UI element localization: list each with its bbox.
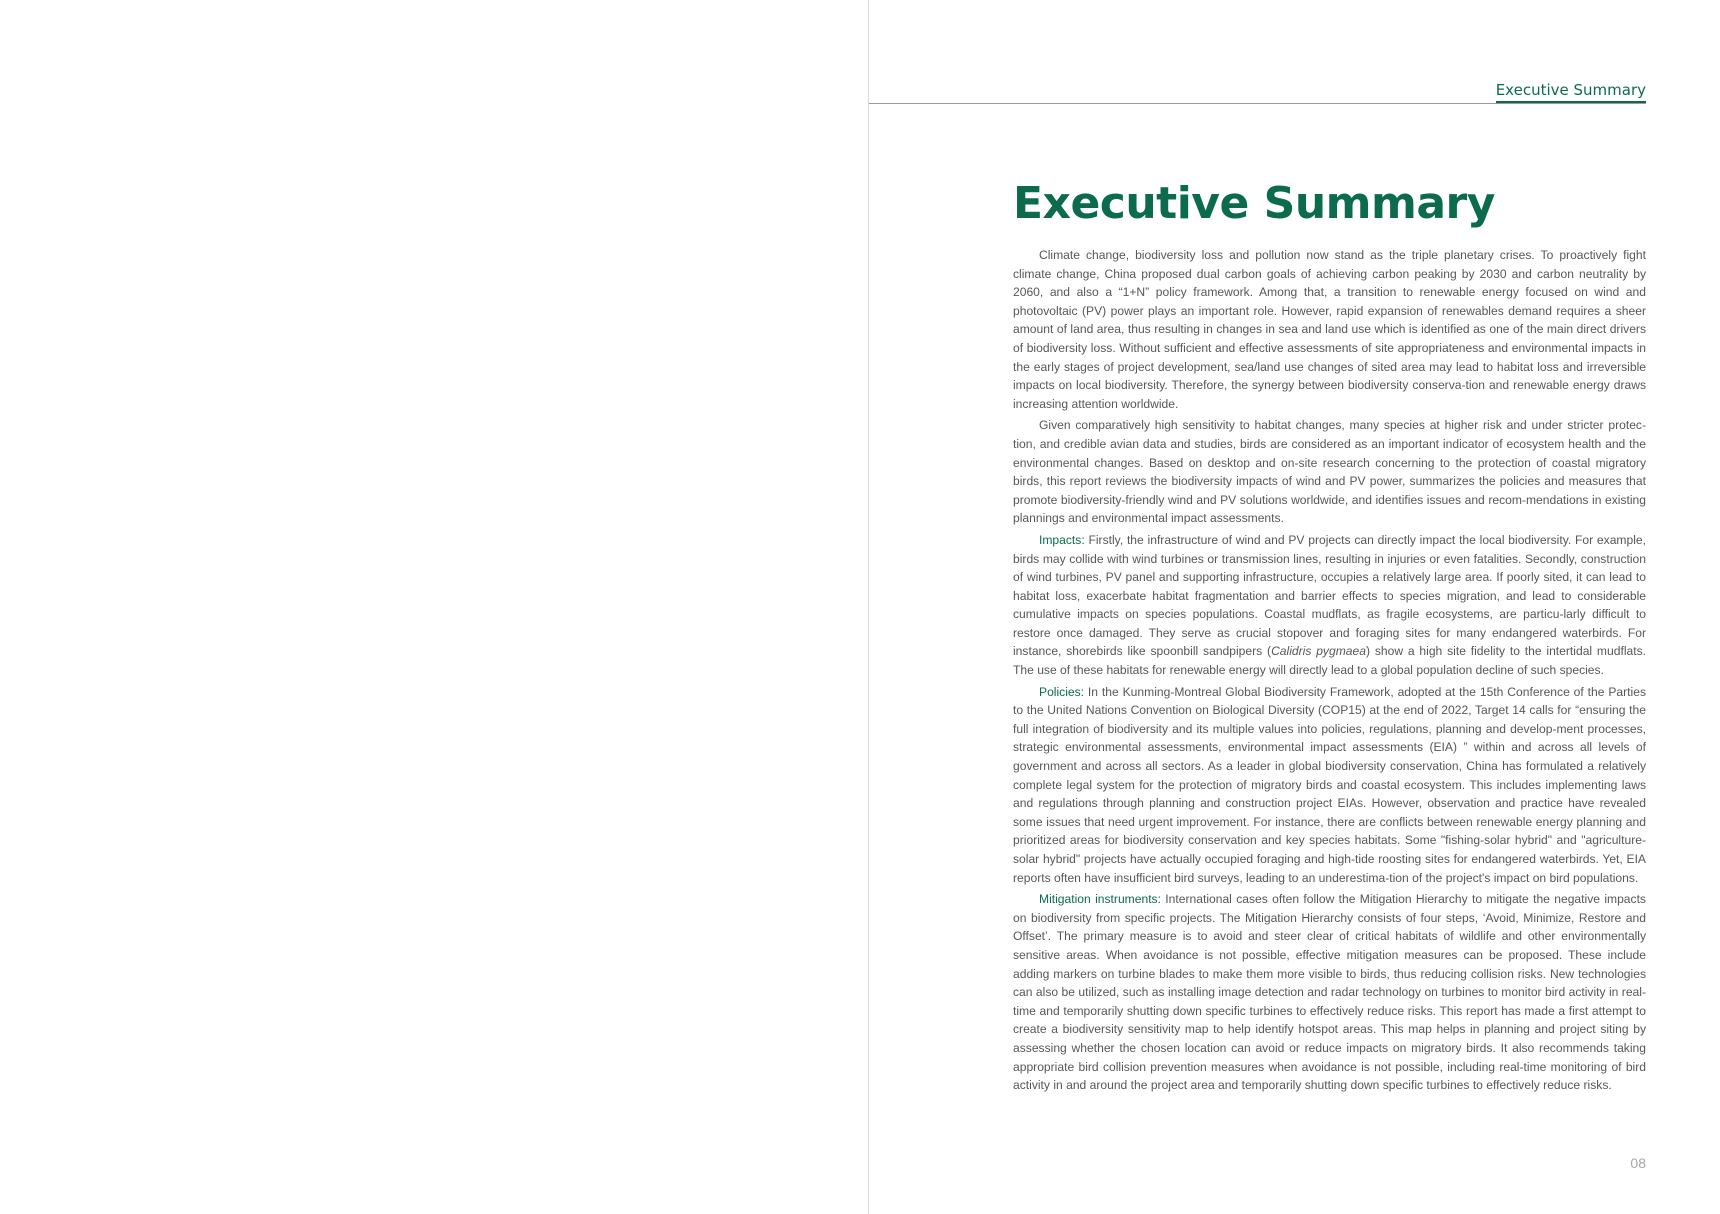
mitigation-text: International cases often follow the Mitigation Hierarchy to mitigate the negative impacts on biodiversity from specific projects. The Mitigation Hierarchy consists of four steps, ‘Avoid, Minimize, Restore and Offset’. The primary measure is to avoid and steer clear of critical habitats of wildlife and other environmentally sensitive areas. When avoidance is not possible, effective mitigation measures can be proposed. These include adding markers on turbine blades to make them more visible to birds, thus reducing collision risks. New technologies can also be utilized, such as installing image detection and radar technology on turbines to monitor bird activity in real-time and temporarily shutting down specific turbines to effectively reduce risks. This report has made a first attempt to create a biodiversity sensitivity map to help identify hotspot areas. This map helps in planning and project siting by assessing whether the chosen location can avoid or reduce impacts on migratory birds. It also recommends taking appropriate bird collision prevention measures when avoidance is not possible, including real-time monitoring of bird activity in and around the project area and temporarily shutting down specific turbines to effectively reduce risks. bbox=[1013, 892, 1646, 1093]
running-header bbox=[869, 80, 1646, 104]
paragraph-mitigation bbox=[1013, 890, 1646, 1095]
page-content bbox=[1013, 176, 1646, 1098]
paragraph-birds-indicator: Given comparatively high sensitivity to habitat changes, many species at higher risk and under stricter protec-tion, and credible avian data and studies, birds are considered as an important indicator of ecosystem health and the environmental changes. Based on desktop and on-site research concerning to the protection of coastal migratory birds, this report reviews the biodiversity impacts of wind and PV power, summarizes the policies and measures that promote biodiversity-friendly wind and PV solutions worldwide, and identifies issues and recom-mendations in existing plannings and environmental impact assessments. bbox=[1013, 418, 1646, 526]
paragraph-impacts bbox=[1013, 531, 1646, 680]
paragraph-intro: Climate change, biodiversity loss and pollution now stand as the triple planetary crises. To proactively fight climate change, China proposed dual carbon goals of achieving carbon peaking by 2030 and carbon neutrality by 2060, and also a “1+N” policy framework. Among that, a transition to renewable energy focused on wind and photovoltaic (PV) power plays an important role. However, rapid expansion of renewables demand requires a sheer amount of land area, thus resulting in changes in sea and land use which is identified as one of the main direct drivers of biodiversity loss. Without sufficient and effective assessments of site appropriateness and environmental impacts in the early stages of project development, sea/land use changes of sited area may lead to habitat loss and irreversible impacts on local biodiversity. Therefore, the synergy between biodiversity conserva-tion and renewable energy draws increasing attention worldwide. bbox=[1013, 248, 1646, 411]
impacts-text-after: ) show a high site fidelity to the intertidal mudflats. The use of these habitats for renewable energy will directly lead to a global population decline of such species. bbox=[1013, 644, 1646, 678]
species-name: Calidris pygmaea bbox=[1271, 644, 1366, 659]
impacts-text-before: Firstly, the infrastructure of wind and PV projects can directly impact the local biodiversity. For example, birds may collide with wind turbines or transmission lines, resulting in injuries or even fatalities. Secondly, construction of wind turbines, PV panel and supporting infrastructure, occupies a relatively large area. If poorly sited, it can lead to habitat loss, exacerbate habitat fragmentation and barrier effects to species migration, and lead to considerable cumulative impacts on species populations. Coastal mudflats, as fragile ecosystems, are particu-larly difficult to restore once damaged. They serve as crucial stopover and foraging sites for many endangered waterbirds. For instance, shorebirds like spoonbill sandpipers ( bbox=[1013, 532, 1646, 659]
running-header-rule bbox=[869, 103, 1646, 104]
page-title: Executive Summary bbox=[1013, 178, 1495, 229]
paragraph-policies bbox=[1013, 683, 1646, 888]
mitigation-label: Mitigation instruments: bbox=[1039, 892, 1161, 907]
running-header-title: Executive Summary bbox=[1496, 80, 1646, 103]
page-number: 08 bbox=[1630, 1155, 1646, 1171]
policies-label: Policies: bbox=[1039, 684, 1085, 699]
right-page bbox=[869, 0, 1720, 1214]
policies-text: In the Kunming-Montreal Global Biodiversity Framework, adopted at the 15th Conference of the Parties to the United Nations Convention on Biological Diversity (COP15) at the end of 2022, Target 14 calls for “ensuring the full integration of biodiversity and its multiple values into policies, regulations, planning and develop-ment processes, strategic environmental assessments, environmental impact assessments (EIA) ” within and across all levels of government and across all sectors. As a leader in global biodiversity conservation, China has formulated a relatively complete legal system for the protection of migratory birds and coastal ecosystem. This includes implementing laws and regulations through planning and construction project EIAs. However, observation and practice have revealed some issues that need urgent improvement. For instance, there are conflicts between renewable energy planning and prioritized areas for biodiversity conservation and key species habitats. Some "fishing-solar hybrid" and "agriculture-solar hybrid" projects have actually occupied foraging and high-tide roosting sites for endangered waterbirds. Yet, EIA reports often have insufficient bird surveys, leading to an underestima-tion of the project's impact on bird populations. bbox=[1013, 684, 1646, 885]
impacts-label: Impacts: bbox=[1039, 532, 1085, 547]
